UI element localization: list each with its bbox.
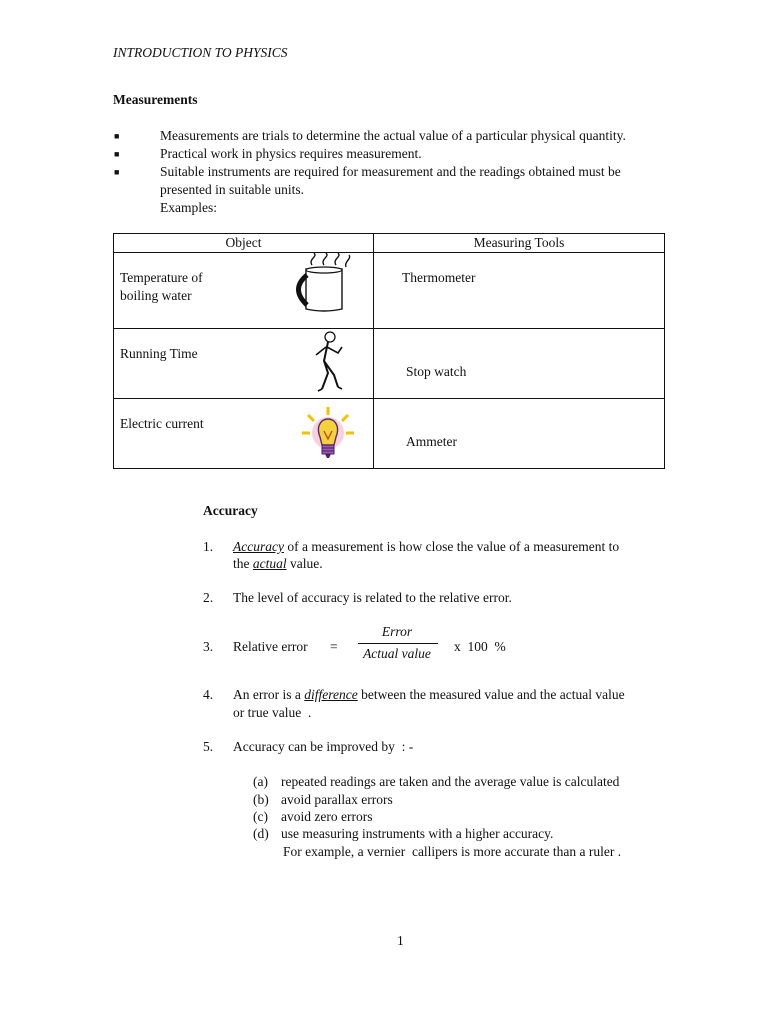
accuracy-term: Accuracy (233, 539, 284, 554)
item-text-rest: between the measured value and the actual value (357, 687, 625, 702)
item-text-pre: An error is a (233, 687, 305, 702)
table-row (114, 253, 665, 329)
table-row (114, 329, 665, 399)
bullet-item-continuation: presented in suitable units. (160, 182, 304, 197)
item-number: 3. (203, 639, 214, 654)
equals-sign: = (330, 639, 338, 654)
item-text (233, 538, 619, 556)
object-cell (114, 253, 374, 329)
subitem-label: (b) (253, 792, 269, 807)
examples-label: Examples: (160, 200, 217, 215)
section-heading-accuracy: Accuracy (203, 503, 258, 518)
subitem-label: (d) (253, 826, 269, 841)
light-bulb-icon (300, 405, 356, 463)
measuring-tools-table (113, 233, 665, 469)
tool-cell (374, 253, 665, 329)
tool-name: Stop watch (406, 364, 467, 379)
hot-cup-icon (294, 253, 364, 315)
item-text-line2 (233, 555, 323, 573)
item-text (233, 686, 625, 704)
bullet-mark: ■ (114, 167, 120, 177)
column-header-tools: Measuring Tools (374, 234, 665, 253)
example-text: For example, a vernier callipers is more accurate than a ruler . (283, 844, 622, 859)
item-number: 2. (203, 590, 214, 605)
section-heading-measurements: Measurements (113, 92, 198, 107)
times-100-percent: x 100 % (454, 639, 506, 654)
bullet-item: Measurements are trials to determine the actual value of a particular physical quantity. (160, 128, 626, 143)
page-header: INTRODUCTION TO PHYSICS (113, 45, 288, 60)
item-number: 4. (203, 687, 214, 702)
item-text-line2: or true value . (233, 705, 312, 720)
item-text: Accuracy can be improved by : - (233, 739, 414, 754)
bullet-mark: ■ (114, 149, 120, 159)
table-row (114, 399, 665, 469)
subitem-text: avoid parallax errors (281, 792, 393, 807)
relative-error-label: Relative error (233, 639, 308, 654)
bullet-item: Suitable instruments are required for measurement and the readings obtained must be (160, 164, 621, 179)
tool-cell (374, 329, 665, 399)
fraction-numerator: Error (381, 624, 413, 639)
object-name: Electric current (120, 416, 204, 431)
object-name-line1: Temperature of (120, 270, 203, 285)
subitem-text: avoid zero errors (281, 809, 373, 824)
tool-cell (374, 399, 665, 469)
object-name-line2: boiling water (120, 288, 192, 303)
object-cell (114, 399, 374, 469)
fraction-bar (358, 643, 438, 644)
bullet-item: Practical work in physics requires measurement. (160, 146, 422, 161)
actual-term: actual (252, 556, 287, 571)
runner-icon (308, 329, 348, 395)
item-number: 1. (203, 539, 214, 554)
item-text-post: value. (286, 556, 323, 571)
page-number: 1 (397, 933, 404, 948)
difference-term: difference (304, 687, 358, 702)
item-number: 5. (203, 739, 214, 754)
item-text-pre: the (233, 556, 253, 571)
fraction-denominator: Actual value (363, 646, 431, 661)
bullet-mark: ■ (114, 131, 120, 141)
tool-name: Thermometer (402, 270, 476, 285)
object-cell (114, 329, 374, 399)
subitem-label: (a) (253, 774, 268, 789)
subitem-text: use measuring instruments with a higher accuracy. (281, 826, 554, 841)
item-text-rest: of a measurement is how close the value of a measurement to (283, 539, 620, 554)
object-name: Running Time (120, 346, 198, 361)
subitem-text: repeated readings are taken and the average value is calculated (281, 774, 620, 789)
item-text: The level of accuracy is related to the relative error. (233, 590, 512, 605)
table-header-row (114, 234, 665, 253)
column-header-object: Object (114, 234, 374, 253)
subitem-label: (c) (253, 809, 268, 824)
tool-name: Ammeter (406, 434, 457, 449)
